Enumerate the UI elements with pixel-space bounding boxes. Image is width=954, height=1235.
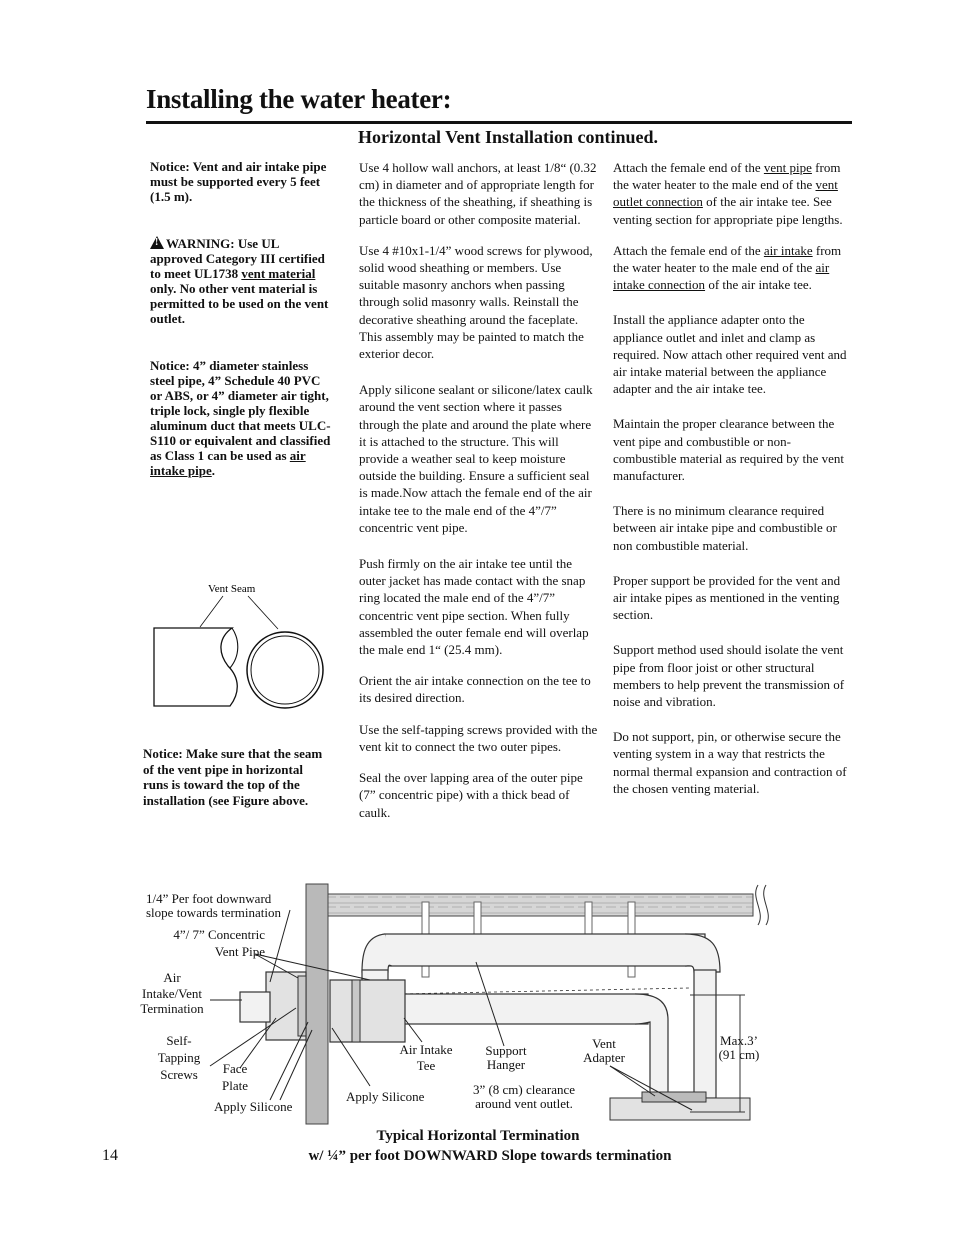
section-heading: Horizontal Vent Installation continued. bbox=[358, 127, 659, 147]
paragraph: Use the self-tapping screws provided with the vent kit to connect the two outer pipes. bbox=[359, 721, 598, 754]
paragraph: There is no minimum clearance required between air intake pipe and combustible or non combustible material. bbox=[613, 503, 837, 553]
warning-icon bbox=[150, 236, 164, 249]
paragraph: Orient the air intake connection on the tee to its desired direction. bbox=[359, 673, 591, 706]
support-hanger-label: Support Hanger bbox=[485, 1043, 527, 1072]
air-intake-tee-label: Air Intake Tee bbox=[399, 1042, 453, 1073]
vent-adapter-label: Vent Adapter bbox=[583, 1036, 625, 1065]
concentric-pipe-label: 4”/ 7” Concentric Vent Pipe bbox=[173, 927, 265, 959]
page-title: Installing the water heater: bbox=[146, 84, 452, 114]
notice-air-intake: Notice: 4” diameter stainless steel pipe, 4” Schedule 40 PVC or ABS, or 4” diameter air tight, triple lock, single ply flexible aluminum duct that meets ULC-S110 or equivalent and classified as Class 1 can be used as air intake pipe. bbox=[150, 358, 331, 478]
apply-silicone-left-label: Apply Silicone bbox=[214, 1099, 293, 1114]
paragraph: Maintain the proper clearance between the vent pipe and combustible or non-combustible material as required by the vent manufacturer. bbox=[613, 416, 845, 484]
max-length-label: Max.3’ (91 cm) bbox=[718, 1033, 760, 1062]
clearance-label: 3” (8 cm) clearance around vent outlet. bbox=[472, 1082, 576, 1111]
exterior-wall bbox=[306, 884, 328, 1124]
paragraph: Apply silicone sealant or silicone/latex caulk around the vent section where it passes through the plate and around the plate where it is attached to the structure. This will provide a weather seal to keep moisture outside the building. Ensure a sufficient seal is made.Now attach the female end of the air intake tee to the male end of the 4”/7” concentric vent pipe. bbox=[359, 382, 593, 535]
instructions-column-3 bbox=[613, 159, 853, 811]
paragraph: Attach the female end of the air intake from the water heater to the male end of the air intake connection of the air intake tee. bbox=[613, 242, 842, 293]
paragraph: Seal the over lapping area of the outer pipe (7” concentric pipe) with a thick bead of caulk. bbox=[359, 770, 583, 820]
paragraph: Support method used should isolate the vent pipe from floor joist or other structural members to help prevent the transmission of noise and vibration. bbox=[613, 642, 845, 710]
floor-joist bbox=[328, 894, 753, 916]
notices-column bbox=[150, 159, 335, 478]
page-number: 14 bbox=[102, 1147, 118, 1164]
notice-seam: Notice: Make sure that the seam of the vent pipe in horizontal runs is toward the top of the installation (see Figure above. bbox=[143, 746, 323, 808]
paragraph: Use 4 hollow wall anchors, at least 1/8“ (0.32 cm) in diameter and of appropriate length for the thickness of the sheathing, if sheathing is particle board or other composite material. bbox=[359, 160, 597, 227]
paragraph: Attach the female end of the vent pipe from the water heater to the male end of the vent outlet connection of the air intake tee. See venting section for appropriate pipe lengths. bbox=[613, 160, 843, 227]
screws-label: Self- Tapping Screws bbox=[157, 1033, 201, 1082]
air-intake-tee bbox=[330, 980, 405, 1042]
paragraph: Use 4 #10x1-1/4” wood screws for plywood, solid wood sheathing or members. Use suitable masonry anchors when passing through solid masonry walls. Reinstall the decorative sheathing around the faceplate. This assembly may be painted to match the exterior decor. bbox=[359, 242, 593, 362]
paragraph: Push firmly on the air intake tee until the outer jacket has made contact with the snap ring located the male end of the 4”/7” concentric vent pipe section. When fully assembled the outer female end will overlap the male end 1“ (25.4 mm). bbox=[359, 556, 589, 658]
instructions-column-2 bbox=[359, 159, 599, 835]
notice-support: Notice: Vent and air intake pipe must be supported every 5 feet (1.5 m). bbox=[150, 159, 327, 204]
title-rule bbox=[146, 121, 852, 124]
paragraph: Proper support be provided for the vent and air intake pipes as mentioned in the venting section. bbox=[613, 572, 841, 623]
vent-seam-label: Vent Seam bbox=[208, 583, 256, 595]
apply-silicone-mid-label: Apply Silicone bbox=[346, 1089, 425, 1104]
warning-notice: !WARNING: Use UL approved Category III certified to meet UL1738 vent material only. No other vent material is permitted to be used on the vent outlet. bbox=[150, 235, 330, 326]
termination-label: Air Intake/Vent Termination bbox=[140, 970, 204, 1016]
vent-seam-figure bbox=[148, 578, 333, 713]
figure-caption-line-1: Typical Horizontal Termination bbox=[376, 1128, 580, 1144]
paragraph: Do not support, pin, or otherwise secure the venting system in a way that restricts the normal thermal expansion and contraction of the chosen venting material. bbox=[613, 729, 847, 796]
faceplate-label: Face Plate bbox=[222, 1061, 248, 1093]
paragraph: Install the appliance adapter onto the appliance outlet and inlet and clamp as required. Now attach other required vent and air intake material between the appliance adapter and the air intake tee. bbox=[613, 312, 847, 397]
slope-label: 1/4” Per foot downward slope towards termination bbox=[146, 891, 282, 920]
figure-caption-line-2: w/ ¼” per foot DOWNWARD Slope towards termination bbox=[308, 1148, 672, 1164]
